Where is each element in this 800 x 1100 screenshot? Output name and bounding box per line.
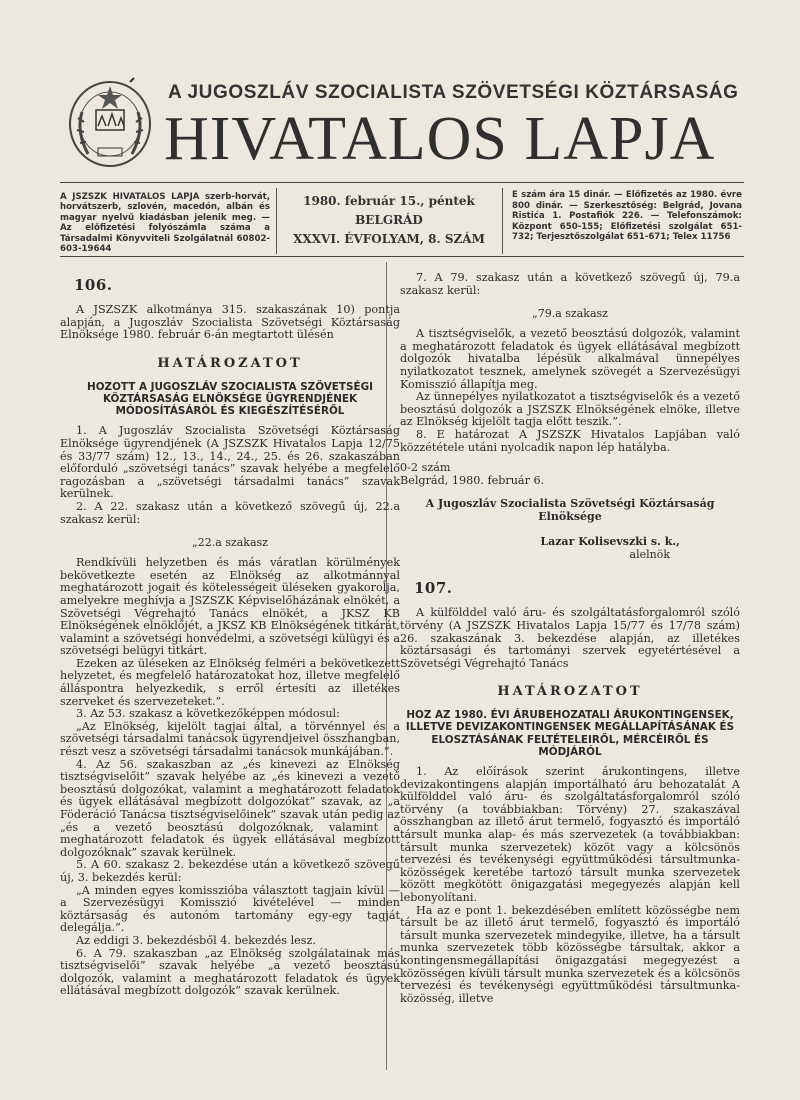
decree-number: 106. — [74, 276, 113, 294]
signer-name: Lazar Kolisevszki s. k., — [540, 535, 680, 549]
paragraph: 4. Az 56. szakaszban az „és kinevezi az Elnökség tisztségviselőit” szavak helyébe az „és kinevezi a vezető beosztású dolgozókat, valamint a meghatározott feladatok és ügyek ellátásával megbízott dolgozókat” szavak, az „a Föderáció Tanácsa tisztségviselőinek” szavak után pedig az „és a vezető beosztású dolgozóknak, valamint a meghatározott feladatok és ügyek ellátásával megbízott dolgozóknak” szavak kerülnek. — [60, 757, 400, 859]
right-column — [400, 272, 740, 1072]
issue-volume: XXXVI. ÉVFOLYAM, 8. SZÁM — [293, 232, 485, 246]
reference-number: 0-2 szám — [400, 461, 451, 475]
issuing-body: A Jugoszláv Szocialista Szövetségi Köztársaság Elnöksége — [425, 497, 715, 524]
paragraph: 5. A 60. szakasz 2. bekezdése után a következő szövegű új, 3. bekezdés kerül: — [60, 858, 400, 884]
price-info: E szám ára 15 dinár. — Előfizetés az 1980. évre 800 dinár. — Szerkesztőség: Belgrád, Jovana Ristića 1. Postafiók 226. — Telefonszámok: Központ 650-155; Előfizetési szolgálat 651-732; Terjesztőszolgálat 651-671; Telex 11756 — [512, 190, 742, 243]
decree-heading: HATÁROZATOT — [497, 684, 643, 700]
decree-subheading: HOZ AZ 1980. ÉVI ÁRUBEHOZATALI ÁRUKONTINGENSEK, ILLETVE DEVIZAKONTINGENSEK MEGÁLLAPÍTÁSÁNAK ÉS ELOSZTÁSÁNAK FELTÉTELEIRŐL, MÉRCÉIRŐL ÉS MÓDJÁRÓL — [405, 709, 735, 758]
issue-info — [282, 192, 496, 249]
paragraph: „Az Elnökség, kijelölt tagjai által, a törvénnyel és a szövetségi társadalmi tanácsok ügyrendjeivel összhangban, részt vesz a szövetségi társadalmi tanácsok munkájában.”. — [60, 719, 400, 759]
top-rule — [60, 182, 744, 183]
paragraph: Ezeken az üléseken az Elnökség felméri a bekövetkezett helyzetet, és megfelelő határozatokat hoz, illetve megfelelő álláspontra helyezkedik, s erről értesíti az illetékes szerveket és szervezeteket.”. — [60, 656, 400, 708]
paragraph: A tisztségviselők, a vezető beosztású dolgozók, valamint a meghatározott feladatok és ügyek ellátásával megbízott dolgozók hivatalba lépésük alkalmával ünnepélyes nyilatkozatot tesznek, amelynek szövegét a Szervezésügyi Komisszió állapítja meg. — [400, 327, 740, 391]
paragraph: 1. Az előírások szerint árukontingens, illetve devizakontingens alapján importálható áru behozatalát A külfölddel való áru- és szolgáltatásforgalomról szóló törvény (a továbbiakban: Törvény) 27. szakaszával összhangban az illető árut termelő, fogyasztó és importáló társult munka alap- és más szervezetek (a továbbiakban: társult munka szervezetek) közöt vagy a kölcsönös tervezési és tevékenységi együttműködési társultmunka-közösségek keretébe tartozó társult munka szervezetek között megkötött önigazgatási megegyezés alapján kell lebonyolítani. — [400, 765, 740, 905]
reference-date: Belgrád, 1980. február 6. — [400, 473, 545, 487]
paragraph: Az eddigi 3. bekezdésből 4. bekezdés lesz. — [76, 933, 316, 947]
paragraph: Rendkívüli helyzetben és más váratlan körülmények bekövetkezte esetén az Elnökség az alkotmánnyal meghatározott jogait és kötelességeit üléseken gyakorolja, amelyekre meghívja a JSZSZK Képviselőházának elnökét, a Szövetségi Végrehajtó Tanács elnökét, a JKSZ KB Elnökségének elnöklőjét, a JKSZ KB Elnökségének titkárát, valamint a szövetségi honvédelmi, a szövetségi külügyi és a szövetségi belügyi titkárt. — [60, 556, 400, 658]
left-column — [60, 272, 400, 1072]
info-separator-right — [502, 188, 503, 254]
paragraph: 8. E határozat A JSZSZK Hivatalos Lapjában való közzététele utáni nyolcadik napon lép hatályba. — [400, 427, 740, 454]
paragraph: Az ünnepélyes nyilatkozatot a tisztségviselők és a vezető beosztású dolgozók a JSZSZK Elnökségének elnöke, illetve az Elnökség kijelölt tagja előtt teszik.”. — [400, 390, 740, 429]
masthead-subtitle: A JUGOSZLÁV SZOCIALISTA SZÖVETSÉGI KÖZTÁRSASÁG — [168, 82, 739, 103]
paragraph: 6. A 79. szakaszban „az Elnökség szolgálatainak más tisztségviselői” szavak helyébe „a vezető beosztású dolgozók, valamint a meghatározott feladatok és ügyek ellátásával megbízott dolgozók” szavak kerülnek. — [60, 946, 400, 998]
decree-number: 107. — [414, 579, 453, 598]
signature — [400, 535, 740, 561]
paragraph: „A minden egyes komisszióba választott tagjain kívül — a Szervezésügyi Komisszió kivételével — minden köztársaság és autonóm tartomány egy-egy tagját delegálja.”. — [60, 883, 400, 935]
paragraph: 3. Az 53. szakasz a következőképpen módosul: — [76, 707, 340, 721]
publication-info: A JSZSZK HIVATALOS LAPJA szerb-horvát, horvátszerb, szlovén, macedón, albán és magyar nyelvű kiadásban jelenik meg. — Az előfizetési folyószámla száma a Társadalmi Könyvviteli Szolgálatnál 60802-603-19644 — [60, 192, 270, 255]
decree-intro: A JSZSZK alkotmánya 315. szakaszának 10) pontja alapján, a Jugoszláv Szocialista Szövetségi Köztársaság Elnöksége 1980. február 6-án megtartott ülésén — [60, 303, 400, 342]
info-separator-left — [276, 188, 277, 254]
info-rule — [60, 256, 744, 257]
decree-intro: A külfölddel való áru- és szolgáltatásforgalomról szóló törvény (A JSZSZK Hivatalos Lapja 15/77 és 17/78 szám) 26. szakaszának 3. bekezdése alapján, az illetékes köztársasági és tartományi szervek egyetértésével a Szövetségi Végrehajtó Tanács — [400, 606, 740, 670]
decree-heading: HATÁROZATOT — [157, 355, 303, 371]
article-title: „22.a szakasz — [192, 536, 268, 550]
paragraph: 2. A 22. szakasz után a következő szövegű új, 22.a szakasz kerül: — [60, 499, 400, 526]
issue-date: 1980. február 15., péntek — [303, 194, 475, 208]
article-title: „79.a szakasz — [532, 307, 608, 321]
paragraph: 1. A Jugoszláv Szocialista Szövetségi Köztársaság Elnöksége ügyrendjének (A JSZSZK Hivatalos Lapja 12/75 és 33/77 szám) 12., 13., 14., 24., 25. és 26. szakaszában előforduló „szövetségi tanács” szavak helyébe a megfelelő ragozásban a „szövetségi társadalmi tanács” szavak kerülnek. — [60, 424, 400, 501]
signer-role: alelnök — [629, 548, 670, 562]
coat-of-arms-icon — [62, 72, 158, 172]
paragraph: Ha az e pont 1. bekezdésében említett közösségbe nem társult be az illető árut termelő, fogyasztó és importáló társult munka szervezetek mindegyike, illetve, ha a társult munka szervezetek több közösségbe társultak, akkor a kontingensmegállapítási önigazgatási megegyezést a közösségen kívüli társult munka szervezetek és a kölcsönös tervezési és tevékenységi együttműködési társultmunka-közösség, illetve — [400, 903, 740, 1005]
masthead-title: HIVATALOS LAPJA — [164, 105, 716, 173]
issue-place: BELGRÁD — [355, 213, 423, 227]
paragraph: 7. A 79. szakasz után a következő szövegű új, 79.a szakasz kerül: — [400, 272, 740, 297]
decree-subheading: HOZOTT A JUGOSZLÁV SZOCIALISTA SZÖVETSÉGI KÖZTÁRSASÁG ELNÖKSÉGE ÜGYRENDJÉNEK MÓDOSÍTÁSÁRÓL ÉS KIEGÉSZÍTÉSÉRŐL — [87, 380, 373, 418]
